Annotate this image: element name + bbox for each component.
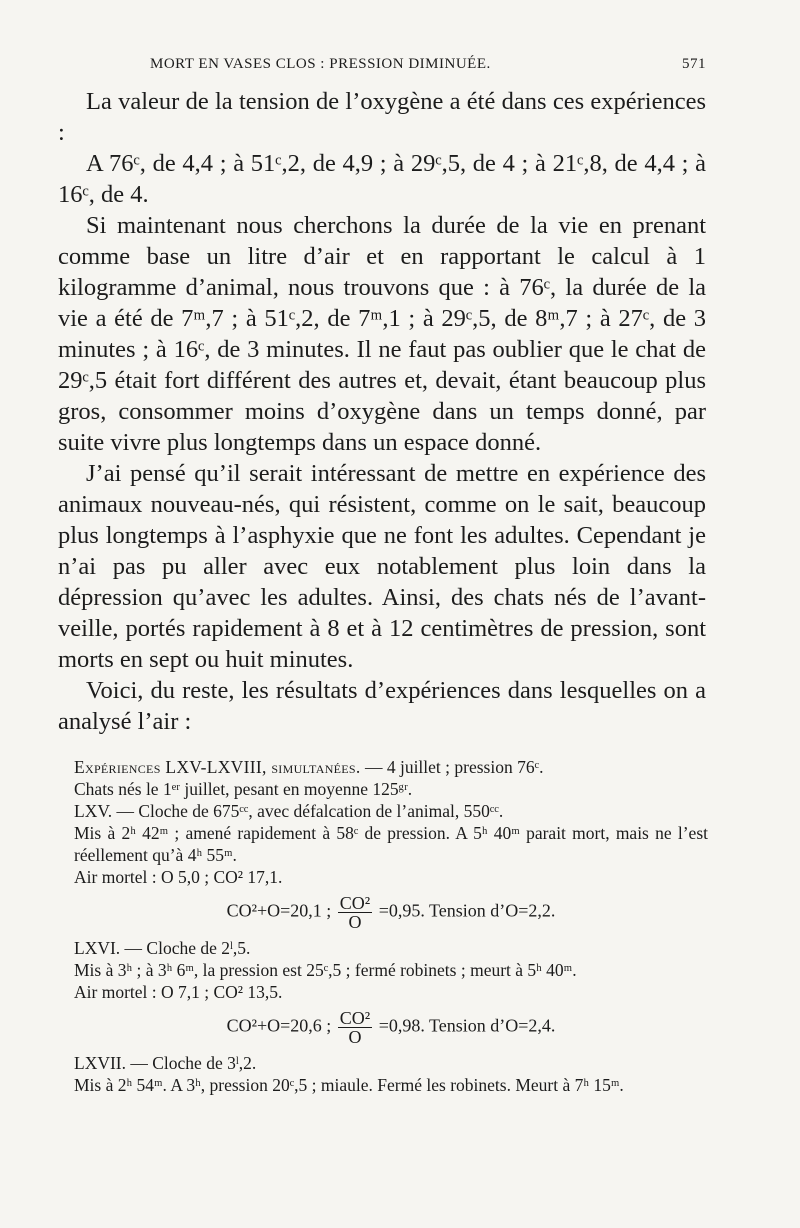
paragraph: La valeur de la tension de l’oxygène a été dans ces expériences : <box>58 88 706 146</box>
running-title: MORT EN VASES CLOS : PRESSION DIMINUÉE. <box>150 56 491 72</box>
lxv-title: LXV. — Cloche de 675ᶜᶜ, avec défalcation de l’animal, 550ᶜᶜ. <box>74 801 504 821</box>
paragraph: Si maintenant nous cherchons la durée de la vie en prenant comme base un litre d’air et en rapportant le calcul à 1 kilogramme d’animal, nous trouvons que : à 76ᶜ, la durée de la vie a été de 7ᵐ,7 ; à 51ᶜ,2, de 7ᵐ,1 ; à 29ᶜ,5, de 8ᵐ,7 ; à 27ᶜ, de 3 minutes ; à 16ᶜ, de 3 minutes. Il ne faut pas oublier que le chat de 29ᶜ,5 était fort différent des autres et, devait, étant beaucoup plus gros, consommer moins d’oxygène dans un temps donné, par suite vivre plus longtemps dans un espace donné. <box>58 212 706 456</box>
experiments-subjects: Chats nés le 1ᵉʳ juillet, pesant en moyenne 125ᵍʳ. <box>74 779 413 799</box>
lxvi-formula <box>74 1009 708 1046</box>
main-text <box>58 86 706 737</box>
lxvi-air: Air mortel : O 7,1 ; CO² 13,5. <box>74 982 283 1002</box>
fraction-denominator: O <box>348 1027 362 1047</box>
formula-right: =0,95. Tension d’O=2,2. <box>378 900 556 921</box>
fraction-numerator: CO² <box>339 893 371 913</box>
fraction <box>338 894 372 931</box>
fraction-denominator: O <box>348 912 362 932</box>
paragraph: J’ai pensé qu’il serait intéressant de mettre en expérience des animaux nouveau-nés, qui résistent, comme on le sait, beaucoup plus longtemps à l’asphyxie que ne font les adultes. Cependant je n’ai pas pu aller avec eux notablement plus loin dans la dépression qu’avec les adultes. Ainsi, des chats nés de l’avant-veille, portés rapidement à 8 et à 12 centimètres de pression, sont morts en sept ou huit minutes. <box>58 460 706 673</box>
experiments-heading <box>74 756 708 778</box>
page-number: 571 <box>682 56 706 72</box>
formula-left: CO²+O=20,6 ; <box>226 1015 332 1036</box>
formula-right: =0,98. Tension d’O=2,4. <box>378 1015 556 1036</box>
lxv-air: Air mortel : O 5,0 ; CO² 17,1. <box>74 867 283 887</box>
experiments-heading-rest: — 4 juillet ; pression 76ᶜ. <box>360 757 544 777</box>
fraction-numerator: CO² <box>339 1008 371 1028</box>
experiments-block <box>74 756 708 1096</box>
lxv-formula <box>74 894 708 931</box>
lxvi-title: LXVI. — Cloche de 2ˡ,5. <box>74 938 251 958</box>
fraction <box>338 1009 372 1046</box>
experiments-heading-caps: Expériences LXV-LXVIII, simultanées. <box>74 757 361 777</box>
lxv-text: Mis à 2ʰ 42ᵐ ; amené rapidement à 58ᶜ de pression. A 5ʰ 40ᵐ parait mort, mais ne l’est réellement qu’à 4ʰ 55ᵐ. <box>74 823 708 865</box>
paragraph: A 76ᶜ, de 4,4 ; à 51ᶜ,2, de 4,9 ; à 29ᶜ,5, de 4 ; à 21ᶜ,8, de 4,4 ; à 16ᶜ, de 4. <box>58 150 706 208</box>
lxvii-title: LXVII. — Cloche de 3ˡ,2. <box>74 1053 257 1073</box>
lxvii-text: Mis à 2ʰ 54ᵐ. A 3ʰ, pression 20ᶜ,5 ; miaule. Fermé les robinets. Meurt à 7ʰ 15ᵐ. <box>74 1075 624 1095</box>
paragraph: Voici, du reste, les résultats d’expériences dans lesquelles on a analysé l’air : <box>58 677 706 735</box>
formula-left: CO²+O=20,1 ; <box>226 900 332 921</box>
lxvi-text: Mis à 3ʰ ; à 3ʰ 6ᵐ, la pression est 25ᶜ,5 ; fermé robinets ; meurt à 5ʰ 40ᵐ. <box>74 960 577 980</box>
